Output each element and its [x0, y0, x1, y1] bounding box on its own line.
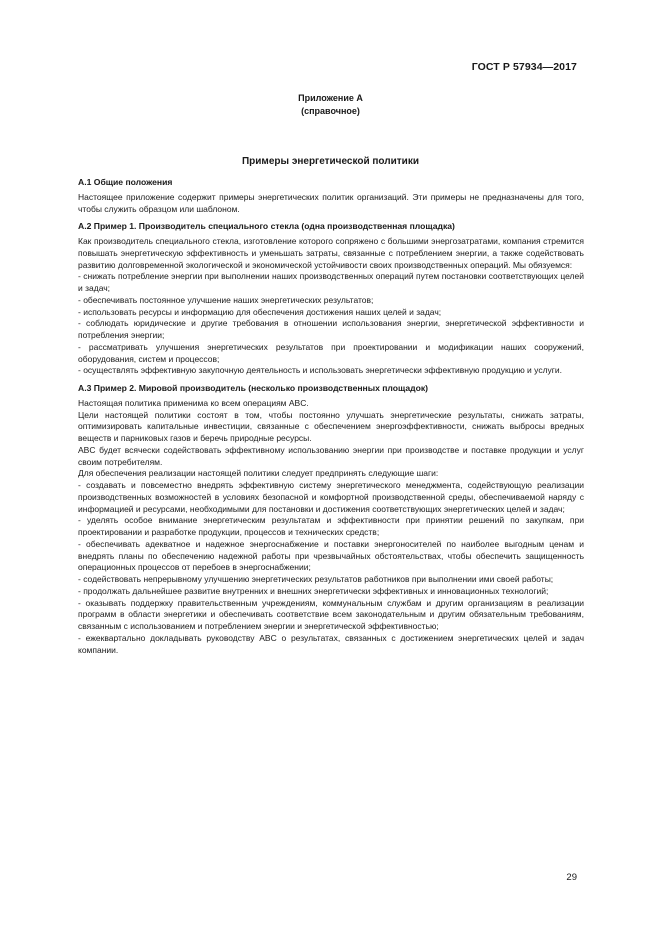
list-item: - обеспечивать адекватное и надежное энергоснабжение и поставки энергоносителей по наиболее выгодным ценам и внедрять планы по обеспечению надежной работы при чрезвычайных обстоятельствах, чтобы обеспечить защищенность операционных процессов от перебоев в энергоснабжении;: [78, 538, 584, 573]
list-item: - содействовать непрерывному улучшению энергетических результатов работников при выполнении ими своей работы;: [78, 574, 554, 584]
list-item: - создавать и повсеместно внедрять эффективную систему энергетического менеджмента, содействующую реализации производственных возможностей в условиях безопасной и комфортной производственной среды, обеспечиваемой наряду с информацией и ресурсами, необходимыми для постановки и достижения соответствующих энергетических целей и задач;: [78, 480, 584, 514]
appendix-heading: [0, 92, 661, 117]
document-body: [78, 177, 584, 656]
list-item: - ежеквартально докладывать руководству ABC о результатах, связанных с достижением энергетических целей и задач компании.: [78, 632, 584, 655]
list-item: - продолжать дальнейшее развитие внутренних и внешних энергетически эффективных и инновационных технологий;: [78, 585, 549, 596]
paragraph: Настоящее приложение содержит примеры энергетических политик организаций. Эти примеры не предназначены для того, чтобы служить образцом или шаблоном.: [78, 191, 584, 214]
section-a3-heading: А.3 Пример 2. Мировой производитель (несколько производственных площадок): [78, 383, 429, 393]
paragraph: Для обеспечения реализации настоящей политики следует предпринять следующие шаги:: [78, 468, 439, 479]
appendix-title: Приложение А: [298, 93, 363, 103]
document-code: ГОСТ Р 57934—2017: [471, 61, 577, 73]
list-item: - соблюдать юридические и другие требования в отношении использования энергии, энергетической эффективности и потребления энергии;: [78, 318, 584, 340]
page-number: 29: [566, 872, 577, 883]
list-item: - осуществлять эффективную закупочную деятельность и использовать энергетически эффективную продукцию и услуги.: [78, 365, 562, 376]
appendix-subtitle: (справочное): [301, 105, 360, 116]
paragraph: Как производитель специального стекла, изготовление которого сопряжено с большими энергозатратами, компания стремится повышать энергетическую эффективность и уменьшать затраты, связанные с потреблением энергии, а также содействовать развитию долговременной экологической и экономической устойчивости своих производственных операций. Мы обязуемся:: [78, 236, 584, 270]
list-item: - оказывать поддержку правительственным учреждениям, коммунальным службам и другим организациям в реализации программ в области энергетики и обеспечивать соответствие всем законодательным и другим обязательным требованиям, связанным с использованием и потреблением энергии и энергетической эффективностью;: [78, 597, 584, 631]
section-a2-heading: А.2 Пример 1. Производитель специального стекла (одна производственная площадка): [78, 221, 455, 232]
paragraph: ABC будет всячески содействовать эффективному использованию энергии при производстве и поставке продукции и услуг своим потребителям.: [78, 444, 584, 467]
paragraph: Настоящая политика применима ко всем операциям ABC.: [78, 397, 309, 408]
list-item: - уделять особое внимание энергетическим результатам и эффективности при принятии решений по закупкам, при проектировании и разработке продукции, процессов и технических средств;: [78, 515, 584, 537]
list-item: - использовать ресурсы и информацию для обеспечения достижения наших целей и задач;: [78, 306, 442, 317]
page-title: Примеры энергетической политики: [241, 156, 419, 167]
list-item: - снижать потребление энергии при выполнении наших производственных операций путем постановки соответствующих целей и задач;: [78, 271, 584, 293]
list-item: - рассматривать улучшения энергетических результатов при проектировании и модификации наших сооружений, оборудования, систем и процессов;: [78, 341, 584, 364]
section-a1-heading: А.1 Общие положения: [78, 177, 173, 187]
paragraph: Цели настоящей политики состоят в том, чтобы постоянно улучшать энергетические результаты, снижать затраты, оптимизировать капитальные инвестиции, связанные с обеспечением энергоэффективности, снижать выбросы вредных веществ и парниковых газов и беречь природные ресурсы.: [78, 409, 584, 443]
list-item: - обеспечивать постоянное улучшение наших энергетических результатов;: [78, 294, 374, 305]
